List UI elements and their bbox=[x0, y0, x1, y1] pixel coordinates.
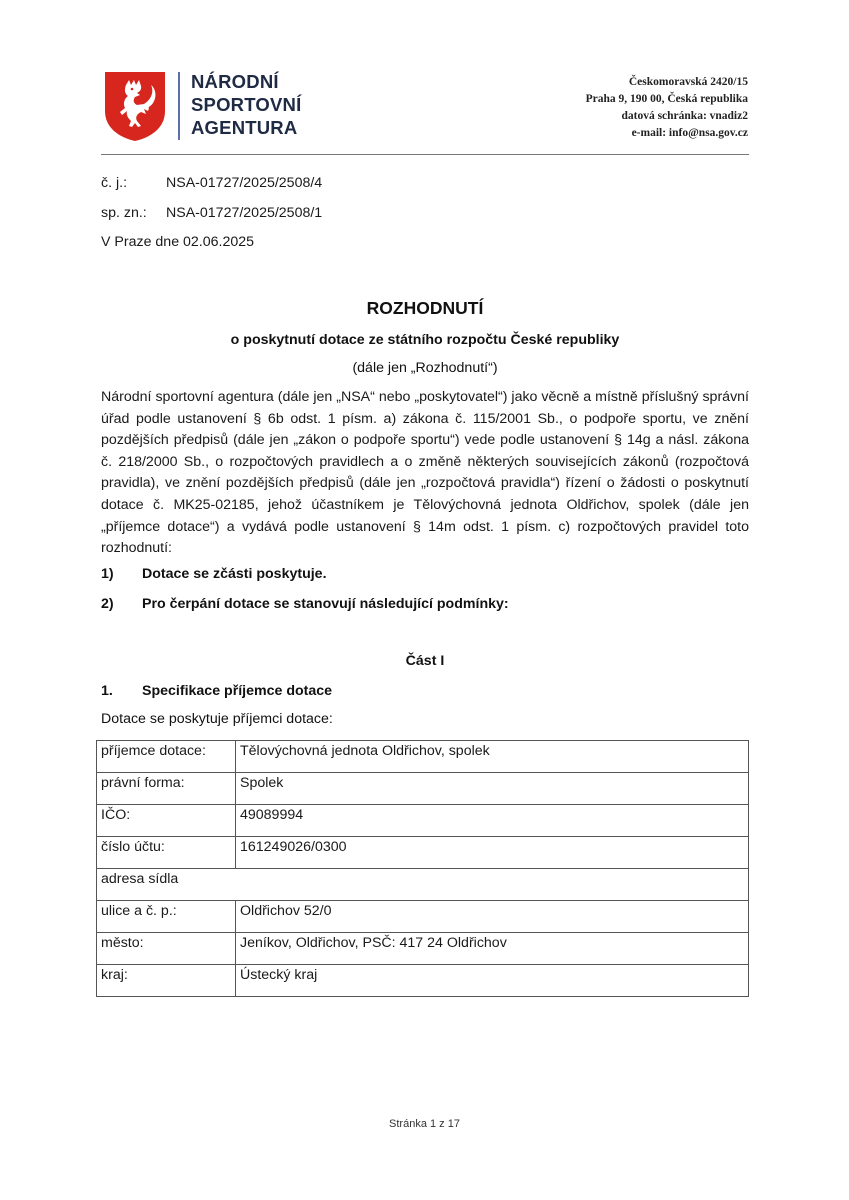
agency-address bbox=[586, 74, 748, 142]
table-value: Oldřichov 52/0 bbox=[236, 901, 749, 933]
table-value: 161249026/0300 bbox=[236, 837, 749, 869]
table-row bbox=[97, 773, 749, 805]
reference-spzn-value: NSA-01727/2025/2508/1 bbox=[166, 205, 323, 221]
decision-2-number: 2) bbox=[101, 596, 114, 612]
table-row bbox=[97, 869, 749, 901]
address-street: Českomoravská 2420/15 bbox=[628, 76, 748, 88]
decision-1-text: Dotace se zčásti poskytuje. bbox=[142, 566, 327, 582]
table-section-label: adresa sídla bbox=[97, 869, 749, 901]
intro-paragraph: Národní sportovní agentura (dále jen „NSA“ nebo „poskytovatel“) jako věcně a místně příslušný správní úřad podle ustanovení § 6b odst. 1 písm. a) zákona č. 115/2001 Sb., o podpoře sportu, ve znění pozdějších předpisů (dále jen „zákon o podpoře sportu“) vede podle ustanovení § 14g a násl. zákona č. 218/2000 Sb., o rozpočtových pravidlech a o změně některých souvisejících zákonů (rozpočtová pravidla), ve znění pozdějších předpisů (dále jen „rozpočtová pravidla“) řízení o žádosti o poskytnutí dotace č. MK25-02185, jehož účastníkem je Tělovýchovná jednota Oldřichov, spolek (dále jen „příjemce dotace“) a vydává podle ustanovení § 14m odst. 1 písm. c) rozpočtových pravidel toto rozhodnutí: bbox=[101, 389, 749, 557]
address-email: e-mail: info@nsa.gov.cz bbox=[631, 127, 748, 139]
decision-1-number: 1) bbox=[101, 566, 114, 582]
address-databox: datová schránka: vnadiz2 bbox=[621, 110, 748, 122]
reference-cj bbox=[101, 175, 323, 191]
section-title: Specifikace příjemce dotace bbox=[142, 683, 333, 699]
table-key: město: bbox=[97, 933, 236, 965]
section-lead: Dotace se poskytuje příjemci dotace: bbox=[101, 711, 333, 727]
section-heading bbox=[101, 683, 332, 699]
address-city: Praha 9, 190 00, Česká republika bbox=[585, 93, 748, 105]
table-row bbox=[97, 933, 749, 965]
table-value: 49089994 bbox=[236, 805, 749, 837]
decision-2-text: Pro čerpání dotace se stanovují následující podmínky: bbox=[142, 596, 509, 612]
document-alias: (dále jen „Rozhodnutí“) bbox=[352, 360, 498, 376]
table-row bbox=[97, 965, 749, 997]
reference-cj-label: č. j.: bbox=[101, 175, 128, 191]
document-title: ROZHODNUTÍ bbox=[366, 298, 484, 318]
reference-spzn bbox=[101, 205, 323, 221]
reference-cj-value: NSA-01727/2025/2508/4 bbox=[166, 175, 323, 191]
table-key: ulice a č. p.: bbox=[97, 901, 236, 933]
table-key: příjemce dotace: bbox=[97, 741, 236, 773]
czech-lion-emblem-icon bbox=[104, 71, 166, 142]
part-heading: Část I bbox=[405, 653, 445, 669]
table-row bbox=[97, 901, 749, 933]
document-subtitle: o poskytnutí dotace ze státního rozpočtu České republiky bbox=[230, 332, 620, 348]
header-rule bbox=[101, 154, 749, 155]
logo-line-1: NÁRODNÍ bbox=[191, 71, 279, 92]
table-row bbox=[97, 837, 749, 869]
table-value: Spolek bbox=[236, 773, 749, 805]
decision-2 bbox=[101, 596, 509, 612]
logo-line-2: SPORTOVNÍ bbox=[191, 94, 302, 115]
table-key: číslo účtu: bbox=[97, 837, 236, 869]
recipient-table bbox=[96, 740, 749, 997]
section-number: 1. bbox=[101, 683, 113, 699]
table-key: kraj: bbox=[97, 965, 236, 997]
table-value: Jeníkov, Oldřichov, PSČ: 417 24 Oldřichov bbox=[236, 933, 749, 965]
reference-spzn-label: sp. zn.: bbox=[101, 205, 147, 221]
page-number: Stránka 1 z 17 bbox=[389, 1118, 460, 1130]
logo-divider bbox=[178, 72, 180, 140]
table-row bbox=[97, 805, 749, 837]
table-value: Tělovýchovná jednota Oldřichov, spolek bbox=[236, 741, 749, 773]
logo-line-3: AGENTURA bbox=[191, 117, 298, 138]
table-key: IČO: bbox=[97, 805, 236, 837]
table-value: Ústecký kraj bbox=[236, 965, 749, 997]
table-key: právní forma: bbox=[97, 773, 236, 805]
table-row bbox=[97, 741, 749, 773]
date-line: V Praze dne 02.06.2025 bbox=[101, 234, 255, 250]
agency-logo-text bbox=[191, 70, 301, 139]
decision-1 bbox=[101, 566, 327, 582]
